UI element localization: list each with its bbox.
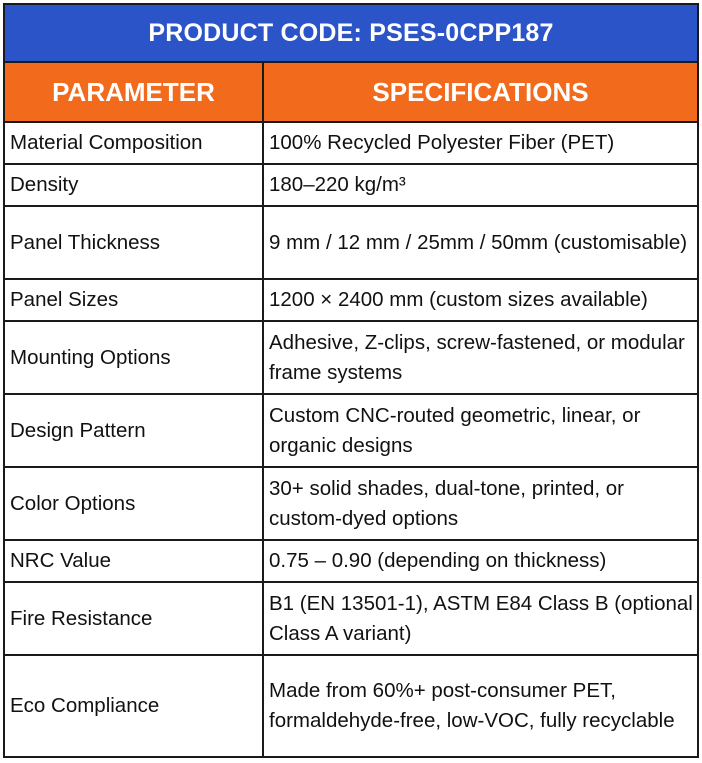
spec-cell: Made from 60%+ post-consumer PET, formaldehyde-free, low-VOC, fully recyclable [263,655,698,757]
product-code-title: PRODUCT CODE: PSES-0CPP187 [4,4,698,62]
param-cell: Design Pattern [4,394,263,467]
table-row [4,394,698,467]
param-cell: Color Options [4,467,263,540]
table-row [4,540,698,582]
param-cell: Material Composition [4,122,263,164]
param-cell: Panel Sizes [4,279,263,321]
spec-cell: 0.75 – 0.90 (depending on thickness) [263,540,698,582]
parameter-header: PARAMETER [4,62,263,122]
param-cell: Fire Resistance [4,582,263,655]
spec-cell: B1 (EN 13501-1), ASTM E84 Class B (optional Class A variant) [263,582,698,655]
param-cell: Mounting Options [4,321,263,394]
param-cell: NRC Value [4,540,263,582]
spec-cell: 100% Recycled Polyester Fiber (PET) [263,122,698,164]
spec-cell: 30+ solid shades, dual-tone, printed, or custom-dyed options [263,467,698,540]
title-row [4,4,698,62]
table-row [4,279,698,321]
product-spec-table [3,3,699,758]
table-row [4,206,698,279]
spec-cell: Custom CNC-routed geometric, linear, or organic designs [263,394,698,467]
param-cell: Eco Compliance [4,655,263,757]
table-row [4,467,698,540]
param-cell: Panel Thickness [4,206,263,279]
table-row [4,122,698,164]
spec-cell: 180–220 kg/m³ [263,164,698,206]
column-header-row [4,62,698,122]
table-row [4,655,698,757]
spec-cell: 1200 × 2400 mm (custom sizes available) [263,279,698,321]
spec-cell: Adhesive, Z-clips, screw-fastened, or modular frame systems [263,321,698,394]
specifications-header: SPECIFICATIONS [263,62,698,122]
spec-cell: 9 mm / 12 mm / 25mm / 50mm (customisable) [263,206,698,279]
table-row [4,164,698,206]
table-row [4,582,698,655]
param-cell: Density [4,164,263,206]
table-row [4,321,698,394]
